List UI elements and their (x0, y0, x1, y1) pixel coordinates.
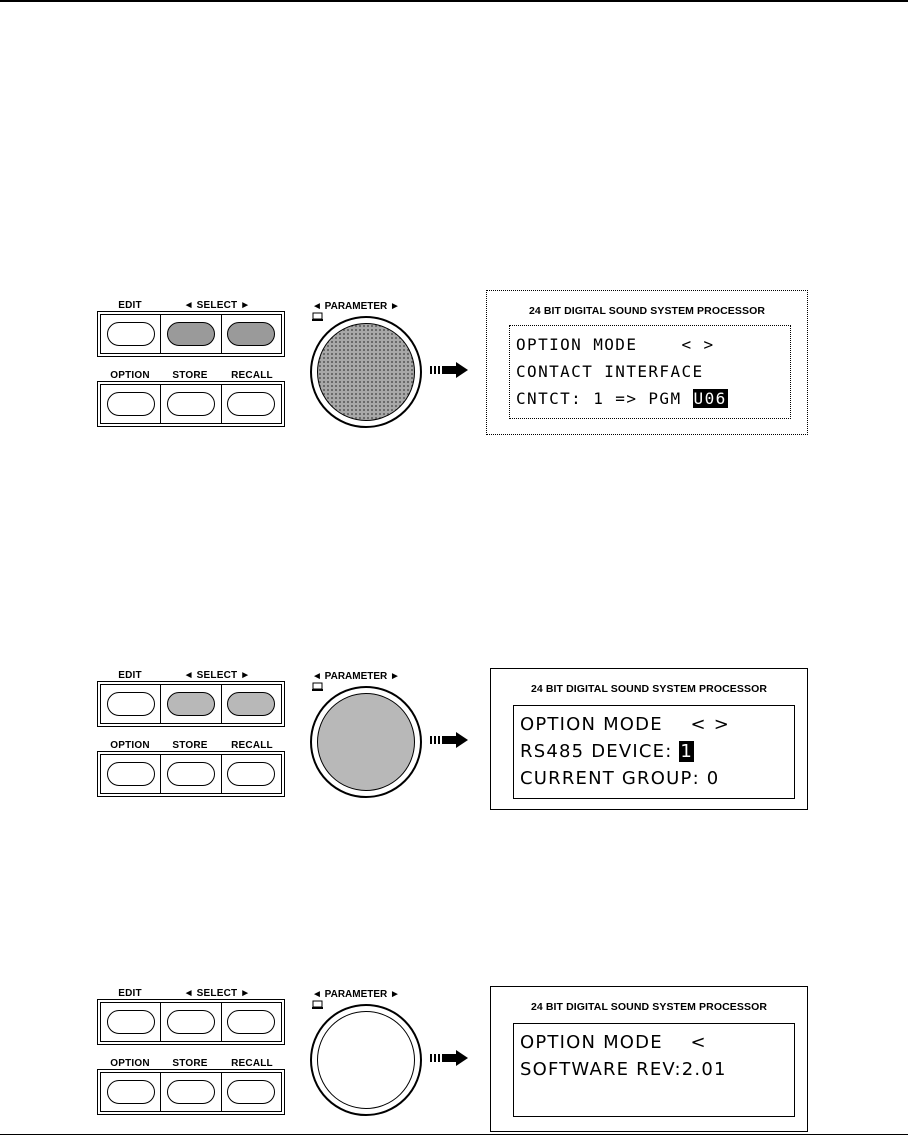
button-row-top (100, 314, 282, 354)
lcd-line-2: SOFTWARE REV:2.01 (520, 1059, 727, 1080)
option-button[interactable] (107, 392, 155, 416)
arrow-right-icon (430, 1050, 470, 1066)
lcd-screen (513, 1023, 795, 1117)
store-label: STORE (172, 1058, 208, 1069)
lcd-line-1: OPTION MODE < (520, 1032, 707, 1053)
lcd-line-3: CURRENT GROUP: 0 (520, 768, 720, 789)
select-label: ◄ SELECT ► (183, 300, 251, 311)
parameter-label: ◄ PARAMETER ► (312, 301, 400, 312)
parameter-knob[interactable] (310, 1004, 422, 1116)
button-panel (100, 296, 282, 428)
lcd-line-3 (516, 385, 790, 412)
display-title: 24 BIT DIGITAL SOUND SYSTEM PROCESSOR (528, 305, 766, 317)
recall-label: RECALL (231, 1058, 273, 1069)
arrow-right-icon (430, 362, 470, 378)
lcd-line-2-text: RS485 DEVICE: (520, 741, 680, 762)
option-label: OPTION (110, 740, 150, 751)
lcd-line-3-text: CNTCT: 1 => PGM (516, 389, 693, 408)
processor-display (486, 290, 808, 435)
lcd-screen (509, 325, 791, 419)
figure-software-rev (0, 754, 908, 904)
button-row-top (100, 684, 282, 724)
edit-button[interactable] (107, 322, 155, 346)
display-title: 24 BIT DIGITAL SOUND SYSTEM PROCESSOR (530, 683, 768, 695)
recall-button[interactable] (227, 1080, 275, 1104)
edit-label: EDIT (118, 988, 142, 999)
knob-face (317, 1011, 415, 1109)
edit-button[interactable] (107, 692, 155, 716)
knob-face (317, 323, 415, 421)
option-label: OPTION (110, 1058, 150, 1069)
lcd-highlight-value: 1 (680, 741, 694, 762)
store-button[interactable] (167, 1080, 215, 1104)
select-left-button[interactable] (167, 322, 215, 346)
parameter-label: ◄ PARAMETER ► (312, 671, 400, 682)
lcd-line-1: OPTION MODE < > (520, 714, 730, 735)
button-row-top (100, 1002, 282, 1042)
edit-label: EDIT (118, 670, 142, 681)
option-label: OPTION (110, 370, 150, 381)
recall-label: RECALL (231, 740, 273, 751)
button-panel (100, 984, 282, 1116)
option-button[interactable] (107, 1080, 155, 1104)
recall-button[interactable] (227, 392, 275, 416)
bottom-rule (0, 1134, 908, 1135)
lcd-highlight-value: U06 (693, 389, 727, 408)
edit-button[interactable] (107, 1010, 155, 1034)
lcd-line-1: OPTION MODE < > (516, 335, 715, 354)
figure-software-rev-content (0, 984, 908, 1134)
button-row-bottom (100, 384, 282, 424)
select-right-button[interactable] (227, 692, 275, 716)
select-label: ◄ SELECT ► (183, 670, 251, 681)
select-label: ◄ SELECT ► (183, 988, 251, 999)
edit-label: EDIT (118, 300, 142, 311)
figure-contact-interface (0, 296, 908, 446)
top-rule (0, 0, 908, 2)
lock-icon (312, 682, 324, 692)
parameter-label: ◄ PARAMETER ► (312, 989, 400, 1000)
button-row-bottom (100, 1072, 282, 1112)
parameter-knob[interactable] (310, 316, 422, 428)
recall-label: RECALL (231, 370, 273, 381)
lock-icon (312, 1000, 324, 1010)
select-right-button[interactable] (227, 322, 275, 346)
store-label: STORE (172, 370, 208, 381)
select-left-button[interactable] (167, 1010, 215, 1034)
processor-display (490, 986, 808, 1132)
store-button[interactable] (167, 392, 215, 416)
lock-icon (312, 312, 324, 322)
lcd-line-2: CONTACT INTERFACE (516, 362, 704, 381)
lcd-line-3 (520, 1083, 794, 1110)
select-right-button[interactable] (227, 1010, 275, 1034)
display-title: 24 BIT DIGITAL SOUND SYSTEM PROCESSOR (530, 1001, 768, 1013)
select-left-button[interactable] (167, 692, 215, 716)
store-label: STORE (172, 740, 208, 751)
arrow-right-icon (430, 732, 470, 748)
